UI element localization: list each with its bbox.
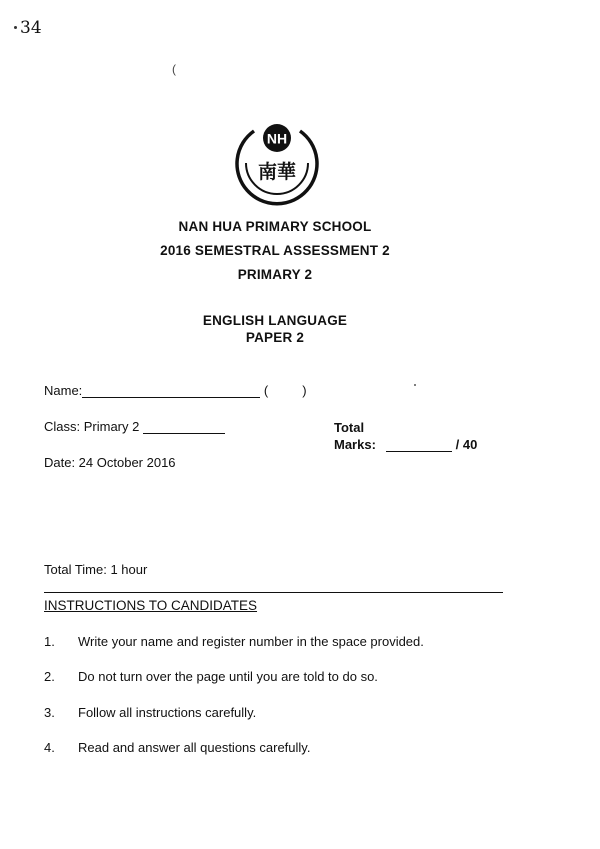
instruction-item bbox=[44, 705, 256, 720]
name-label: Name: bbox=[44, 383, 83, 398]
instruction-text: Do not turn over the page until you are told to do so. bbox=[78, 669, 378, 684]
class-blank[interactable] bbox=[143, 433, 225, 434]
assessment-title: 2016 SEMESTRAL ASSESSMENT 2 bbox=[160, 243, 390, 258]
instruction-text: Read and answer all questions carefully. bbox=[78, 740, 311, 755]
page-number: 34 bbox=[20, 18, 42, 38]
scan-dot bbox=[14, 26, 17, 29]
instruction-item bbox=[44, 740, 310, 755]
total-time: Total Time: 1 hour bbox=[44, 562, 148, 577]
total-label-line2: Marks: bbox=[334, 437, 376, 452]
class-field bbox=[44, 419, 225, 434]
logo-initials: NH bbox=[266, 130, 288, 147]
name-field bbox=[44, 383, 307, 398]
instruction-number: 2. bbox=[44, 669, 55, 684]
name-blank[interactable] bbox=[82, 397, 260, 398]
instruction-item bbox=[44, 669, 378, 684]
instruction-text: Follow all instructions carefully. bbox=[78, 705, 257, 720]
register-open-paren: ( bbox=[263, 383, 269, 398]
paper-title: PAPER 2 bbox=[245, 330, 305, 345]
instruction-number: 1. bbox=[44, 634, 55, 649]
class-label: Class: Primary 2 bbox=[44, 419, 140, 434]
divider bbox=[44, 592, 503, 593]
instruction-item bbox=[44, 634, 424, 649]
instructions-heading: INSTRUCTIONS TO CANDIDATES bbox=[44, 598, 258, 613]
instruction-text: Write your name and register number in the space provided. bbox=[78, 634, 424, 649]
school-name: NAN HUA PRIMARY SCHOOL bbox=[178, 219, 372, 234]
register-close-paren: ) bbox=[302, 383, 307, 398]
total-max: / 40 bbox=[455, 437, 478, 452]
total-label-line1: Total bbox=[334, 420, 365, 435]
logo-chinese: 南華 bbox=[257, 161, 297, 183]
total-marks-label bbox=[334, 419, 376, 453]
total-marks-field bbox=[386, 437, 477, 452]
scan-speck: ( bbox=[172, 62, 176, 76]
school-logo bbox=[232, 117, 322, 207]
marks-blank[interactable] bbox=[386, 451, 452, 452]
scan-speck bbox=[414, 384, 416, 386]
subject-title: ENGLISH LANGUAGE bbox=[202, 313, 348, 328]
instruction-number: 3. bbox=[44, 705, 55, 720]
date-field: Date: 24 October 2016 bbox=[44, 455, 176, 470]
instruction-number: 4. bbox=[44, 740, 55, 755]
level-title: PRIMARY 2 bbox=[237, 267, 313, 282]
